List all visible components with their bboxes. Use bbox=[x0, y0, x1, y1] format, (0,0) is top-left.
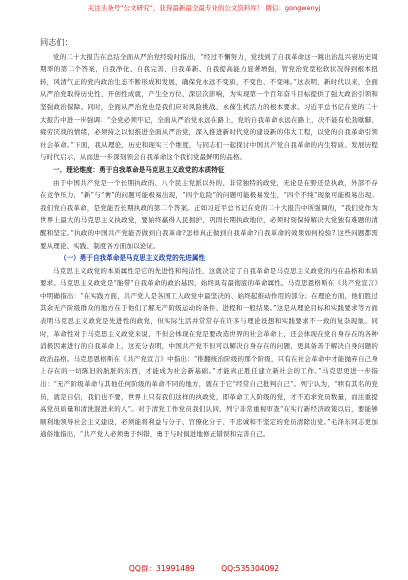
top-banner bbox=[0, 4, 408, 13]
qq-group: QQ群：31991489 bbox=[128, 564, 195, 573]
subsection-heading: （一）勇于自我革命是马克思主义政党的先进属性 bbox=[60, 254, 206, 263]
greeting: 同志们： bbox=[40, 37, 73, 47]
document-body bbox=[40, 36, 378, 441]
paragraph: 由于中国共产党是一个长期执政的、八个民主党派以外的、非常独特的政党，无论是在野还是执政，外部不存在竞争压力，“新”与“奢”的问题可能极易出现，“四个危险”的问题可能极易发生，“四个不纯”现象可能极易出现。我们党自我革命，是党能否长期执政的第二个答案。正如习近平总书记在党的二十大报告中所强调的，“我们党作为世界上最大的马克思主义执政党，要始终赢得人民拥护、巩固长期执政地位，必须时刻保持解决大党独有难题的清醒和坚定。”执政的中国共产党能否做到自我革命?怎样真正做到自我革命?自我革命的效果如何检验? 这些问题都需要从理论、实践、制度各方面加以论证。 bbox=[40, 178, 378, 250]
banner-text: 关注头条号“公文研究”，获得最新最全最专业的公文资料库！ 微信：gongwenyj bbox=[87, 4, 321, 12]
section-heading: 一、理论维度：勇于自我革命是马克思主义政党的本质特征 bbox=[53, 165, 225, 174]
qq-number: QQ:535304092 bbox=[221, 564, 280, 573]
paragraph: 马克思主义政党的本质属性是它的先进性和纯洁性，这就决定了自我革命是马克思主义政党的内在品格和本质要求。马克思主义政党是“胎带”自我革命的政治基因，始终具有最彻底的革命属性。马克思恩格斯在《共产党宣言》中明确指出：“在实践方面，共产党人是各国工人政党中最坚决的、始终起推动作用的部分；在理论方面，他们胜过其余无产阶级群众的地方在于他们了解无产阶级运动的条件、进程和一般结果。”这是从理论目标和实践要求等方面表明马克思主义政党是先进性的政党，但实际生活并常常存在许多与理论设想和实践要求不一致的复杂现象。同时，革命性对于马克思主义政党来说，不但会体现在党是要改造世界的社会革命上，还会体现在党自身存在的各种消极因素进行的自我革命上，这充分表明，中国共产党不但可以解决自身存在的问题，更具备善于解决自身问题的政治品格。马克思恩格斯在《共产党宣言》中指出：“推翻统治阶级的那个阶级，只有在社会革命中才能抛弃自己身上存在的一切陈旧的肮脏的东西，才能成为社会新基础。”才能真正胜任建立新社会的工作。”马克思更进一步指出：“无产阶级革命与其他任何阶级的革命不同的地方，就在于它“经常自己批判自己”。列宁认为，“犊有其名的党员，就是自信，我们也不要，世界上只有我们这样的执政党，即革命工人阶级的党，才不追求党员数量，而注重提高党员质量和清洗混进来的人”。对于清党工作党员我们认同，列宁非常重视审查“在实行新经济政策以后，要能够顺利地领导社会主义建设，必须能将利益与分子、官僚化分子、不忠诚和不坚定的党员清除出党。”毛泽东同志更加通俗地指出，“共产党人必须勇于纠错，勇于与时俱进地修正错误和完善自己。 bbox=[40, 266, 378, 439]
footer bbox=[0, 563, 408, 574]
paragraph: 党的二十大报告在总结全面从严治党经验时指出，“经过不懈努力，党找到了自我革命这一跳出治乱兴衰历史周期率的第二个答案，自我净化、自我完善、自我革新、自我提高能力显著增强，管党治党宽松软状况得到根本扭转，风清气正的党内政治生态不断形成和发展，确保党永远不变质、不变色、不变味。”这表明，新时代以来，全面从严治党取得历史性、开创性成就，产生全方位、深层次影响，为实现第一个百年奋斗目标提供了强大政治引领和坚强政治保障。同时，全面从严治党也是我们应对风险挑战、永葆生机活力的根本要求。习近平总书记在党的二十大报告中进一步强调：“全党必须牢记，全面从严治党永远在路上，党的自我革命永远在路上，决不能有松劲歇脚、疲劳厌战的情绪，必须持之以恒推进全面从严治党，深入推进新时代党的建设新的伟大工程，以党的自我革命引领社会革命。”下面，我从理论、历史和现实三个维度，与同志们一起探讨中国共产党自我革命的内生特质、发展历程与时代启示，从而进一步深刻领会自我革命这个我们党最鲜明的品格。 bbox=[40, 52, 378, 162]
